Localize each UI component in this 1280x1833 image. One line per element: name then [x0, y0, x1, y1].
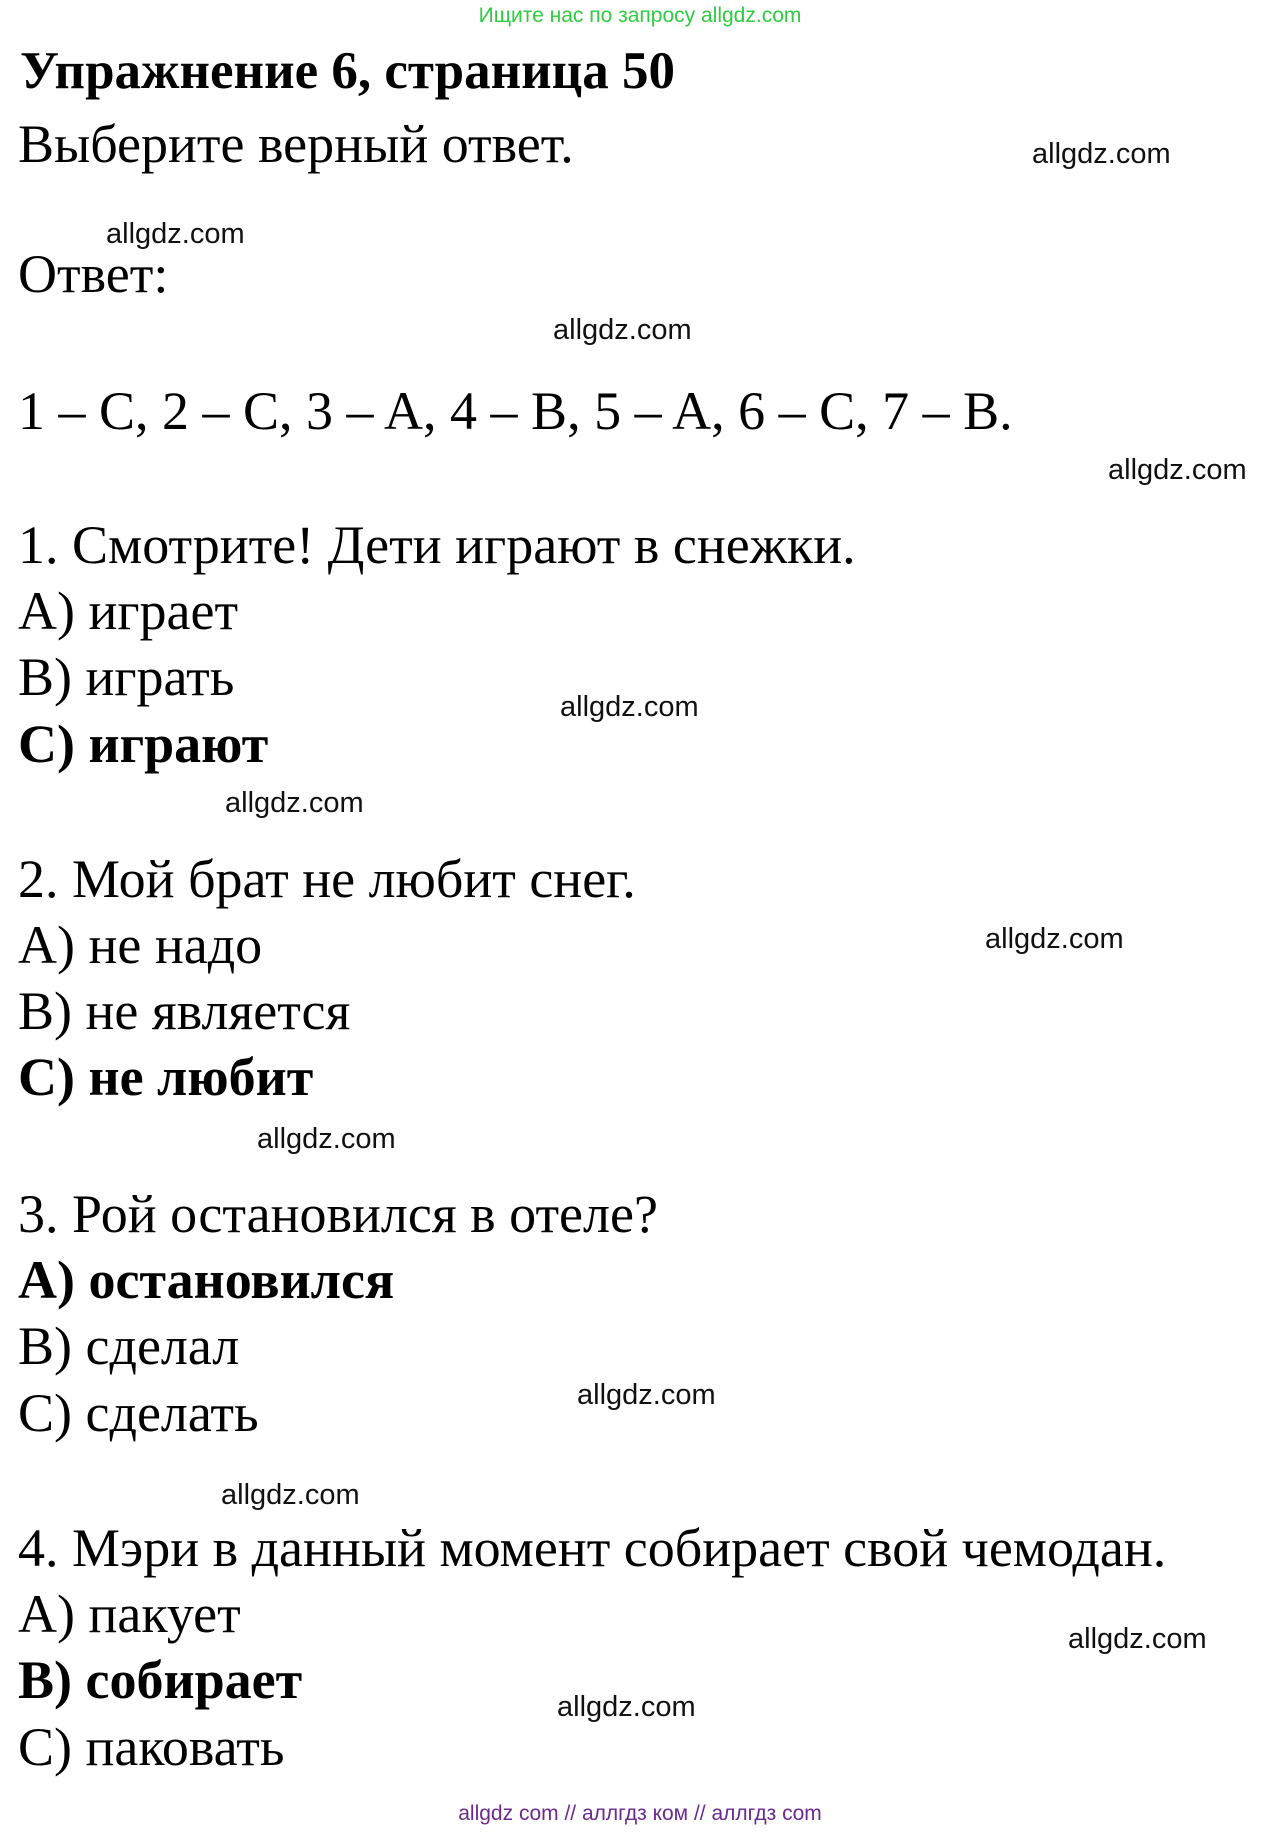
question-2: 2. Мой брат не любит снег.	[18, 849, 636, 909]
question-2-option-b: B) не является	[18, 981, 351, 1041]
watermark: allgdz.com	[225, 787, 364, 819]
question-1-option-a: A) играет	[18, 581, 239, 641]
watermark: allgdz.com	[985, 923, 1124, 955]
question-1-option-c-correct: C) играют	[18, 714, 269, 774]
question-2-option-a: A) не надо	[18, 915, 263, 975]
question-4-option-c: C) паковать	[18, 1717, 285, 1777]
bottom-banner: allgdz com // аллгдз ком // аллгдз com	[458, 1802, 822, 1825]
page-title: Упражнение 6, страница 50	[20, 42, 675, 100]
question-4-option-a: A) пакует	[18, 1584, 241, 1644]
watermark: allgdz.com	[577, 1379, 716, 1411]
answer-key: 1 – C, 2 – C, 3 – A, 4 – B, 5 – A, 6 – C, 7 – B.	[18, 381, 1013, 441]
watermark: allgdz.com	[1068, 1623, 1207, 1655]
question-4-option-b-correct: B) собирает	[18, 1650, 303, 1710]
question-3: 3. Рой остановился в отеле?	[18, 1184, 658, 1244]
question-1: 1. Смотрите! Дети играют в снежки.	[18, 515, 856, 575]
question-3-option-a-correct: A) остановился	[18, 1250, 395, 1310]
watermark: allgdz.com	[257, 1123, 396, 1155]
watermark: allgdz.com	[553, 314, 692, 346]
question-3-option-b: B) сделал	[18, 1316, 240, 1376]
watermark: allgdz.com	[1032, 138, 1171, 170]
watermark: allgdz.com	[560, 691, 699, 723]
watermark: allgdz.com	[557, 1691, 696, 1723]
question-3-option-c: C) сделать	[18, 1383, 259, 1443]
question-4: 4. Мэри в данный момент собирает свой чемодан.	[18, 1518, 1167, 1578]
watermark: allgdz.com	[221, 1479, 360, 1511]
watermark: allgdz.com	[1108, 454, 1247, 486]
answer-label: Ответ:	[18, 244, 169, 304]
top-banner: Ищите нас по запросу allgdz.com	[478, 4, 802, 27]
watermark: allgdz.com	[106, 218, 245, 250]
question-2-option-c-correct: C) не любит	[18, 1047, 314, 1107]
instruction-text: Выберите верный ответ.	[18, 114, 574, 174]
question-1-option-b: B) играть	[18, 647, 235, 707]
